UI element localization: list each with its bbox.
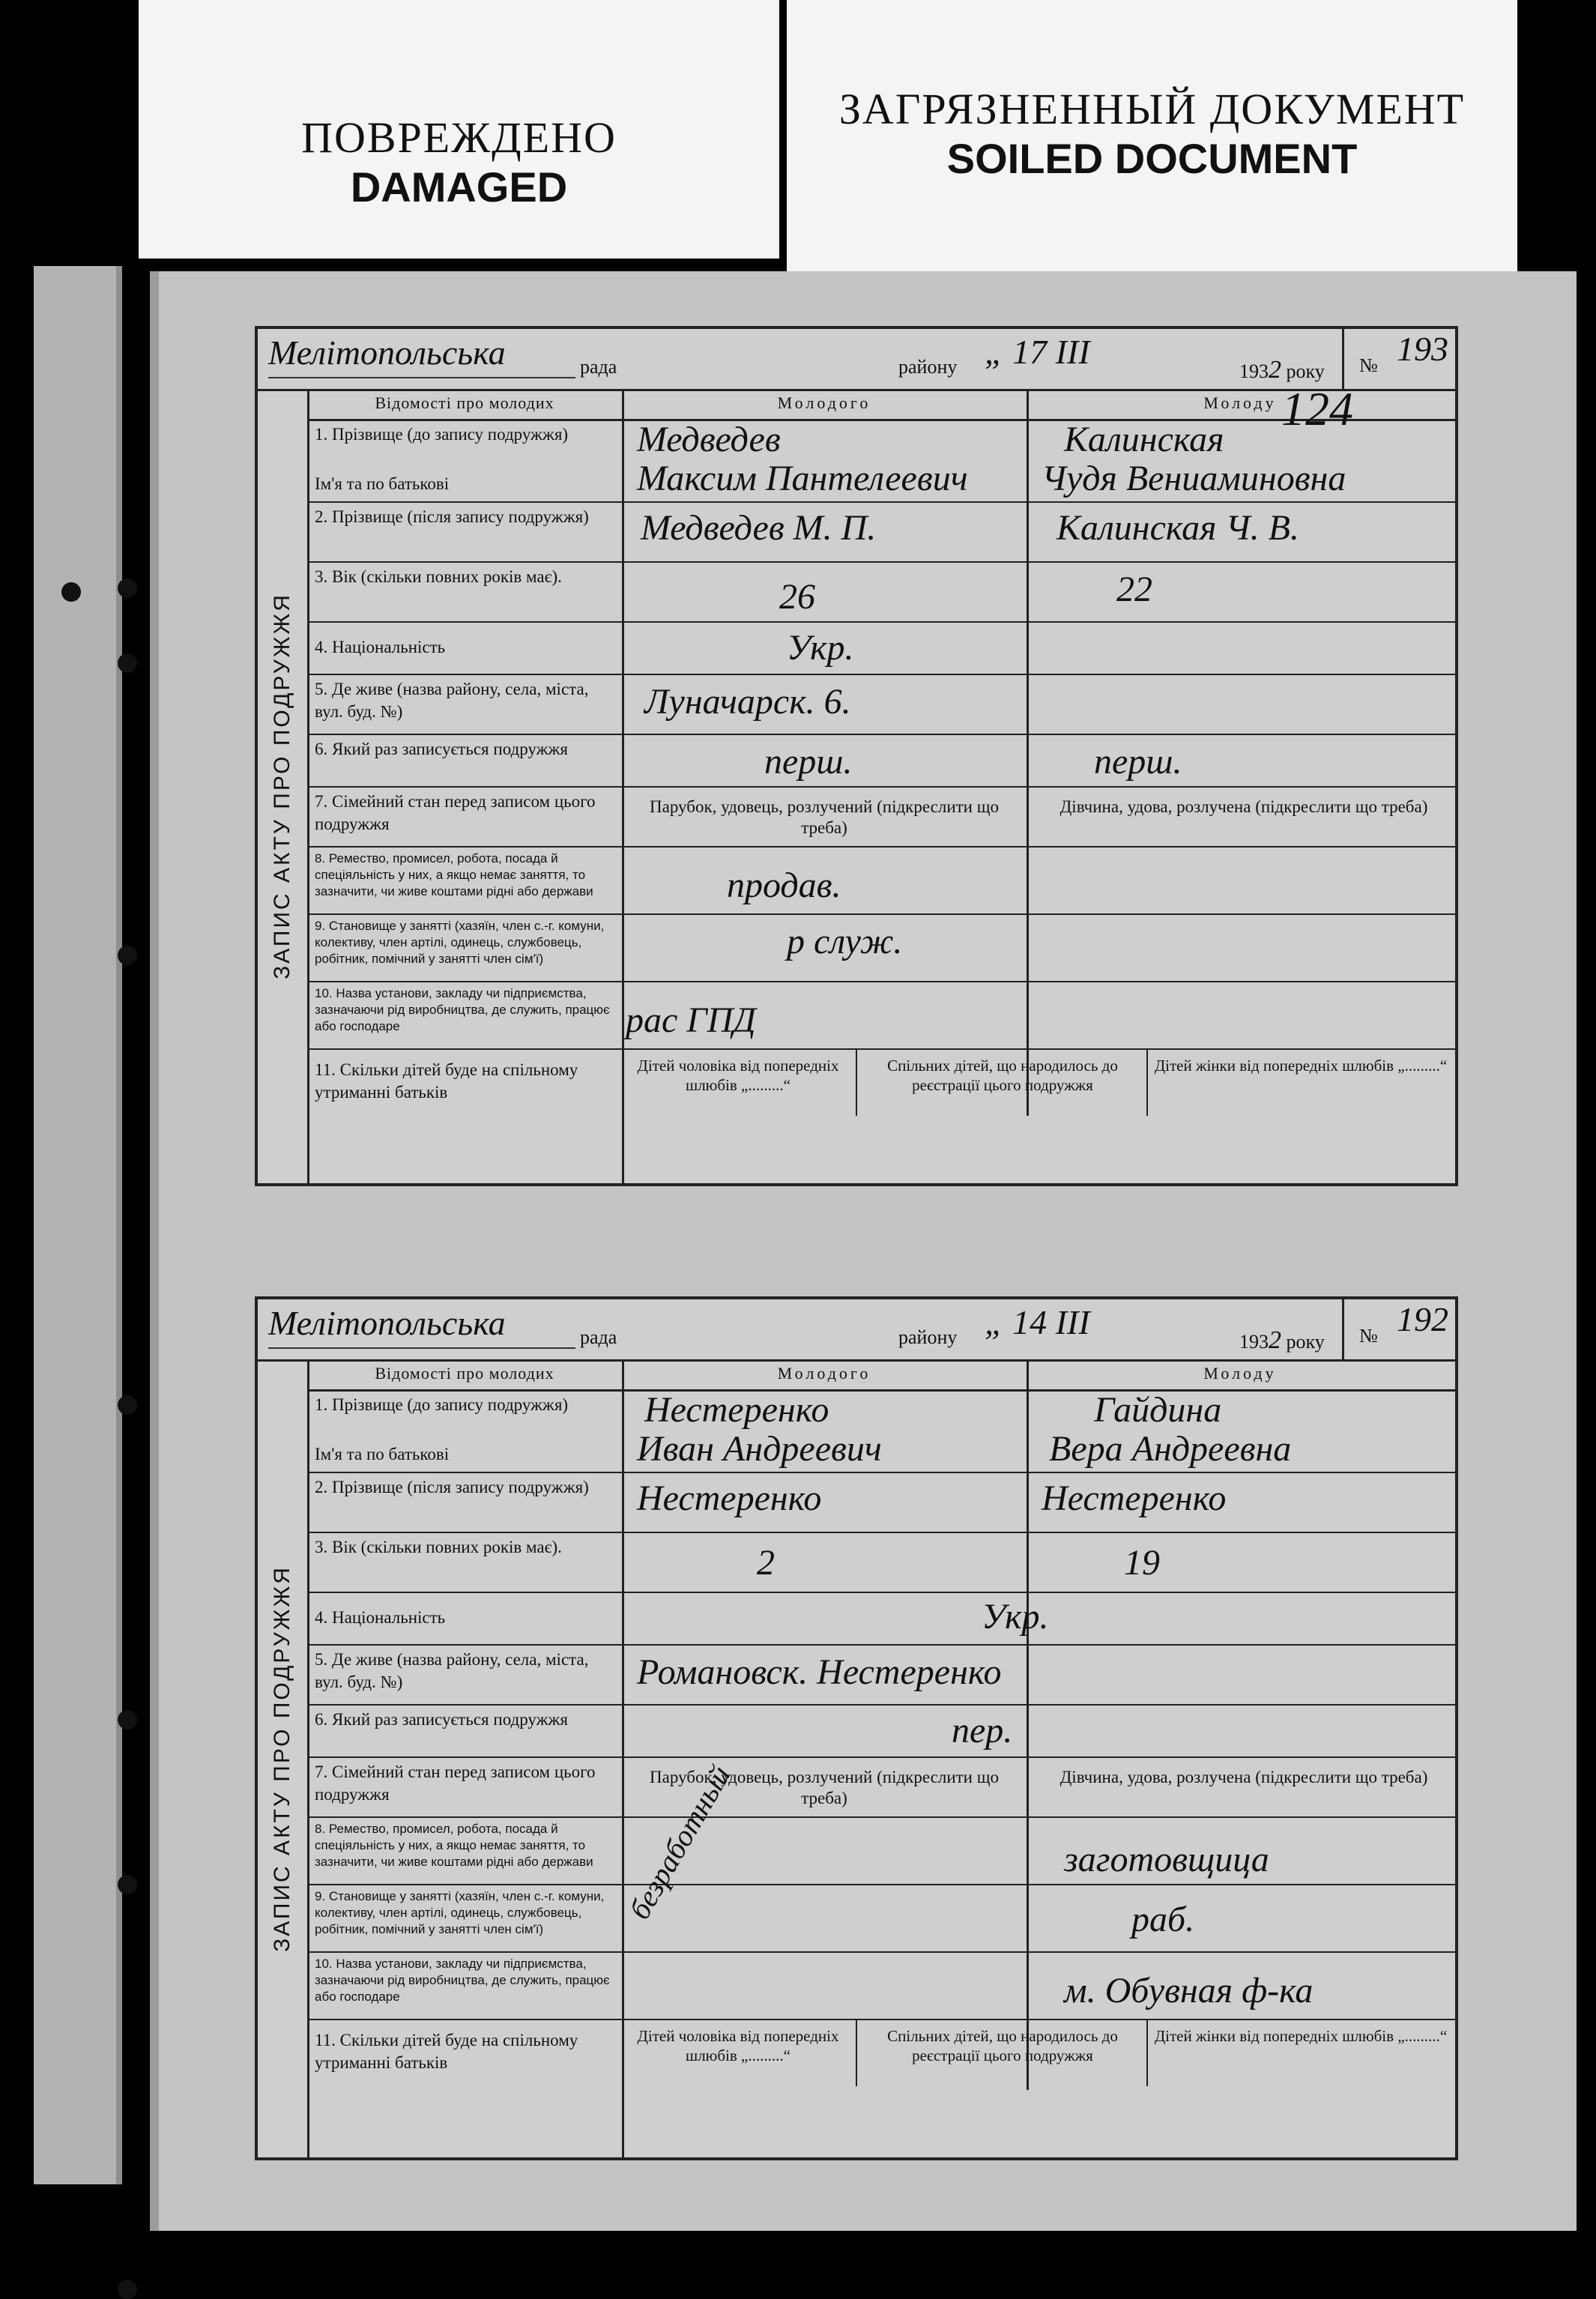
row-nationality: 4. Національність Укр. bbox=[307, 1592, 1455, 1646]
record-number: 192 bbox=[1397, 1300, 1448, 1338]
punch-hole bbox=[118, 1395, 137, 1415]
punch-hole bbox=[118, 2280, 137, 2299]
form-grid bbox=[307, 1359, 1455, 2157]
row-names: 1. Прізвище (до запису подружжя) Ім'я та по батькові Нестеренко Иван Андреевич Гайдина Вера Андреевна bbox=[307, 1389, 1455, 1473]
row-times: 6. Який раз записується подружжя перш. перш. bbox=[307, 734, 1455, 788]
row-children: 11. Скільки дітей буде на спільному утриманні батьків Дітей чоловіка від попередніх шлюбів „.........“ Спільних дітей, що народилось до реєстрації цього подружжя Дітей жінки від попередніх шлюбів „.........“ bbox=[307, 2019, 1455, 2086]
row-position: 9. Становище у занятті (хазяїн, член с.-г. комуни, колективу, член артілі, одинець, службовець, робітник, помічний у занятті член сім'ї) безработный раб. bbox=[307, 1884, 1455, 1953]
row-residence: 5. Де живе (назва району, села, міста, вул. буд. №) Романовск. Нестеренко bbox=[307, 1644, 1455, 1706]
form-header bbox=[258, 1299, 1455, 1362]
row-children: 11. Скільки дітей буде на спільному утриманні батьків Дітей чоловіка від попередніх шлюбів „.........“ Спільних дітей, що народилось до реєстрації цього подружжя Дітей жінки від попередніх шлюбів „.........“ bbox=[307, 1048, 1455, 1116]
damaged-label-ru: ПОВРЕЖДЕНО bbox=[301, 113, 617, 162]
side-title: ЗАПИС АКТУ ПРО ПОДРУЖЖЯ bbox=[258, 1359, 309, 2157]
binding-strip bbox=[34, 266, 122, 2184]
rada-label: рада bbox=[580, 1326, 617, 1348]
marriage-record-form-1 bbox=[255, 326, 1458, 1186]
side-title: ЗАПИС АКТУ ПРО ПОДРУЖЖЯ bbox=[258, 389, 309, 1183]
row-family-status: 7. Сімейний стан перед записом цього подружжя Парубок, удовець, розлучений (підкреслити що треба) Дівчина, удова, розлучена (підкреслити що треба) bbox=[307, 786, 1455, 848]
row-nationality: 4. Національність Укр. bbox=[307, 621, 1455, 675]
row-times: 6. Який раз записується подружжя пер. bbox=[307, 1704, 1455, 1758]
punch-hole bbox=[61, 582, 81, 602]
punch-hole bbox=[118, 1710, 137, 1729]
punch-hole bbox=[118, 578, 137, 598]
row-workplace: 10. Назва установи, закладу чи підприємства, зазначаючи рід виробництва, де служить, працює або господаре рас ГПД bbox=[307, 981, 1455, 1050]
punch-hole bbox=[118, 1875, 137, 1894]
marriage-record-form-2 bbox=[255, 1296, 1458, 2160]
record-number-box: № 193 bbox=[1342, 329, 1455, 389]
rada-label: рада bbox=[580, 356, 617, 378]
rada-value: Мелітопольська bbox=[268, 329, 575, 378]
record-number-box: № 192 bbox=[1342, 1299, 1455, 1359]
row-occupation: 8. Ремество, промисел, робота, посада й спеціяльність у них, а якщо немає заняття, то зазначити, чи живе коштами рідні або держави продав. bbox=[307, 846, 1455, 915]
soiled-label-en: SOILED DOCUMENT bbox=[946, 135, 1358, 182]
soiled-label-ru: ЗАГРЯЗНЕННЫЙ ДОКУМЕНТ bbox=[838, 85, 1466, 133]
row-surname-after: 2. Прізвище (після запису подружжя) Медведев М. П. Калинская Ч. В. bbox=[307, 501, 1455, 563]
date-value: „ 14 ІІІ bbox=[985, 1303, 1090, 1341]
form-grid bbox=[307, 382, 1455, 1183]
margin-number: 124 bbox=[1281, 382, 1353, 435]
row-surname-after: 2. Прізвище (після запису подружжя) Нестеренко Нестеренко bbox=[307, 1472, 1455, 1533]
row-names: 1. Прізвище (до запису подружжя) Ім'я та по батькові Медведев Максим Пантелеевич Калинская Чудя Вениаминовна bbox=[307, 419, 1455, 503]
row-residence: 5. Де живе (назва району, села, міста, вул. буд. №) Луначарск. 6. bbox=[307, 674, 1455, 735]
row-occupation: 8. Ремество, промисел, робота, посада й спеціяльність у них, а якщо немає заняття, то зазначити, чи живе коштами рідні або держави заготовщица bbox=[307, 1816, 1455, 1885]
rada-value: Мелітопольська bbox=[268, 1299, 575, 1349]
rayon-label: району bbox=[898, 1326, 958, 1348]
form-header bbox=[258, 329, 1455, 391]
row-workplace: 10. Назва установи, закладу чи підприємства, зазначаючи рід виробництва, де служить, працює або господаре м. Обувная ф-ка bbox=[307, 1951, 1455, 2020]
date-value: „ 17 ІІІ bbox=[985, 333, 1090, 371]
column-header: Відомості про молодих Молодого Молоду bbox=[307, 1359, 1455, 1392]
year-label: 1932 року bbox=[1239, 1326, 1325, 1354]
year-label: 1932 року bbox=[1239, 356, 1325, 384]
punch-hole bbox=[118, 946, 137, 965]
row-age: 3. Вік (скільки повних років має). 26 22 bbox=[307, 561, 1455, 623]
damaged-label-card bbox=[139, 0, 779, 259]
punch-hole bbox=[118, 653, 137, 673]
row-position: 9. Становище у занятті (хазяїн, член с.-г. комуни, колективу, член артілі, одинець, службовець, робітник, помічний у занятті член сім'ї) р служ. bbox=[307, 913, 1455, 982]
row-family-status: 7. Сімейний стан перед записом цього подружжя Парубок, удовець, розлучений (підкреслити що треба) Дівчина, удова, розлучена (підкреслити що треба) bbox=[307, 1756, 1455, 1818]
record-number: 193 bbox=[1397, 330, 1448, 368]
rayon-label: району bbox=[898, 356, 958, 378]
soiled-label-card bbox=[787, 0, 1517, 285]
column-header: Відомості про молодих Молодого Молоду bbox=[307, 389, 1455, 421]
damaged-label-en: DAMAGED bbox=[350, 163, 568, 211]
row-age: 3. Вік (скільки повних років має). 2 19 bbox=[307, 1532, 1455, 1593]
